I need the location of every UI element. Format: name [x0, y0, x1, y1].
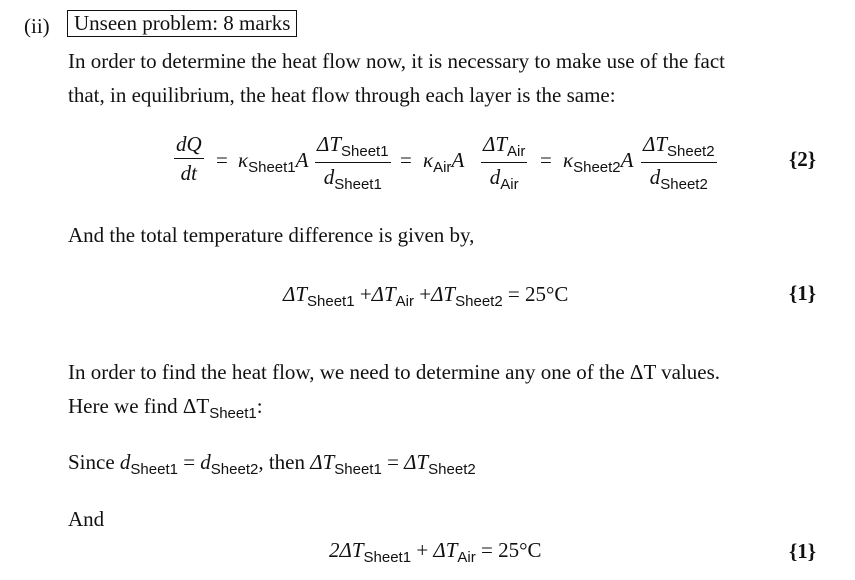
intro-line-1: In order to determine the heat flow now, it is necessary to make use of the fact — [68, 49, 725, 73]
dq-numerator: dQ — [176, 132, 202, 156]
total-temperature-line: And the total temperature difference is given by, — [68, 223, 475, 247]
equals-sign: = — [540, 148, 552, 172]
and-label: And — [68, 507, 105, 531]
kappa-sheet2-a: $\kappa_{Sheet2}A$ — [563, 148, 634, 176]
part-label: (ii) — [24, 14, 50, 38]
problem-title-box: Unseen problem: 8 marks — [67, 10, 297, 37]
fraction-dt-sheet2: $\Delta T_{Sheet2}$ $d_{Sheet2}$ — [643, 132, 715, 193]
fraction-dq-dt — [174, 134, 204, 184]
dt-denominator: dt — [180, 161, 197, 185]
fraction-dt-air: $\Delta T_{Air}$ $d_{Air}$ — [483, 132, 526, 193]
equals-sign: = — [400, 148, 412, 172]
kappa-air-a: $\kappa_{Air}A$ — [423, 148, 465, 176]
equation-total-difference: $\Delta T_{Sheet1} +\Delta T_{Air} +\Delta T_{Sheet2} = 25^\circ C$ — [283, 282, 569, 310]
kappa-sheet1-a: $\kappa_{Sheet1}A$ — [238, 148, 309, 176]
marks-tag: {2} — [789, 147, 817, 171]
marks-tag: {1} — [789, 539, 817, 563]
fraction-dt-sheet1: $\Delta T_{Sheet1}$ $d_{Sheet1}$ — [317, 132, 389, 193]
equation-final: $2\Delta T_{Sheet1} + \Delta T_{Air} = 25^\circ C$ — [329, 538, 542, 566]
equals-sign: = — [216, 148, 228, 172]
marks-tag: {1} — [789, 281, 817, 305]
intro-line-2: that, in equilibrium, the heat flow through each layer is the same: — [68, 83, 616, 107]
find-line-1: In order to find the heat flow, we need to determine any one of the ΔT values. — [68, 360, 721, 384]
since-line: Since $d_{Sheet1} = d_{Sheet2}$, then $\Delta T_{Sheet1} = \Delta T_{Sheet2}$ — [68, 450, 476, 478]
find-line-2: Here we find $\Delta T_{Sheet1}$: — [68, 394, 263, 422]
